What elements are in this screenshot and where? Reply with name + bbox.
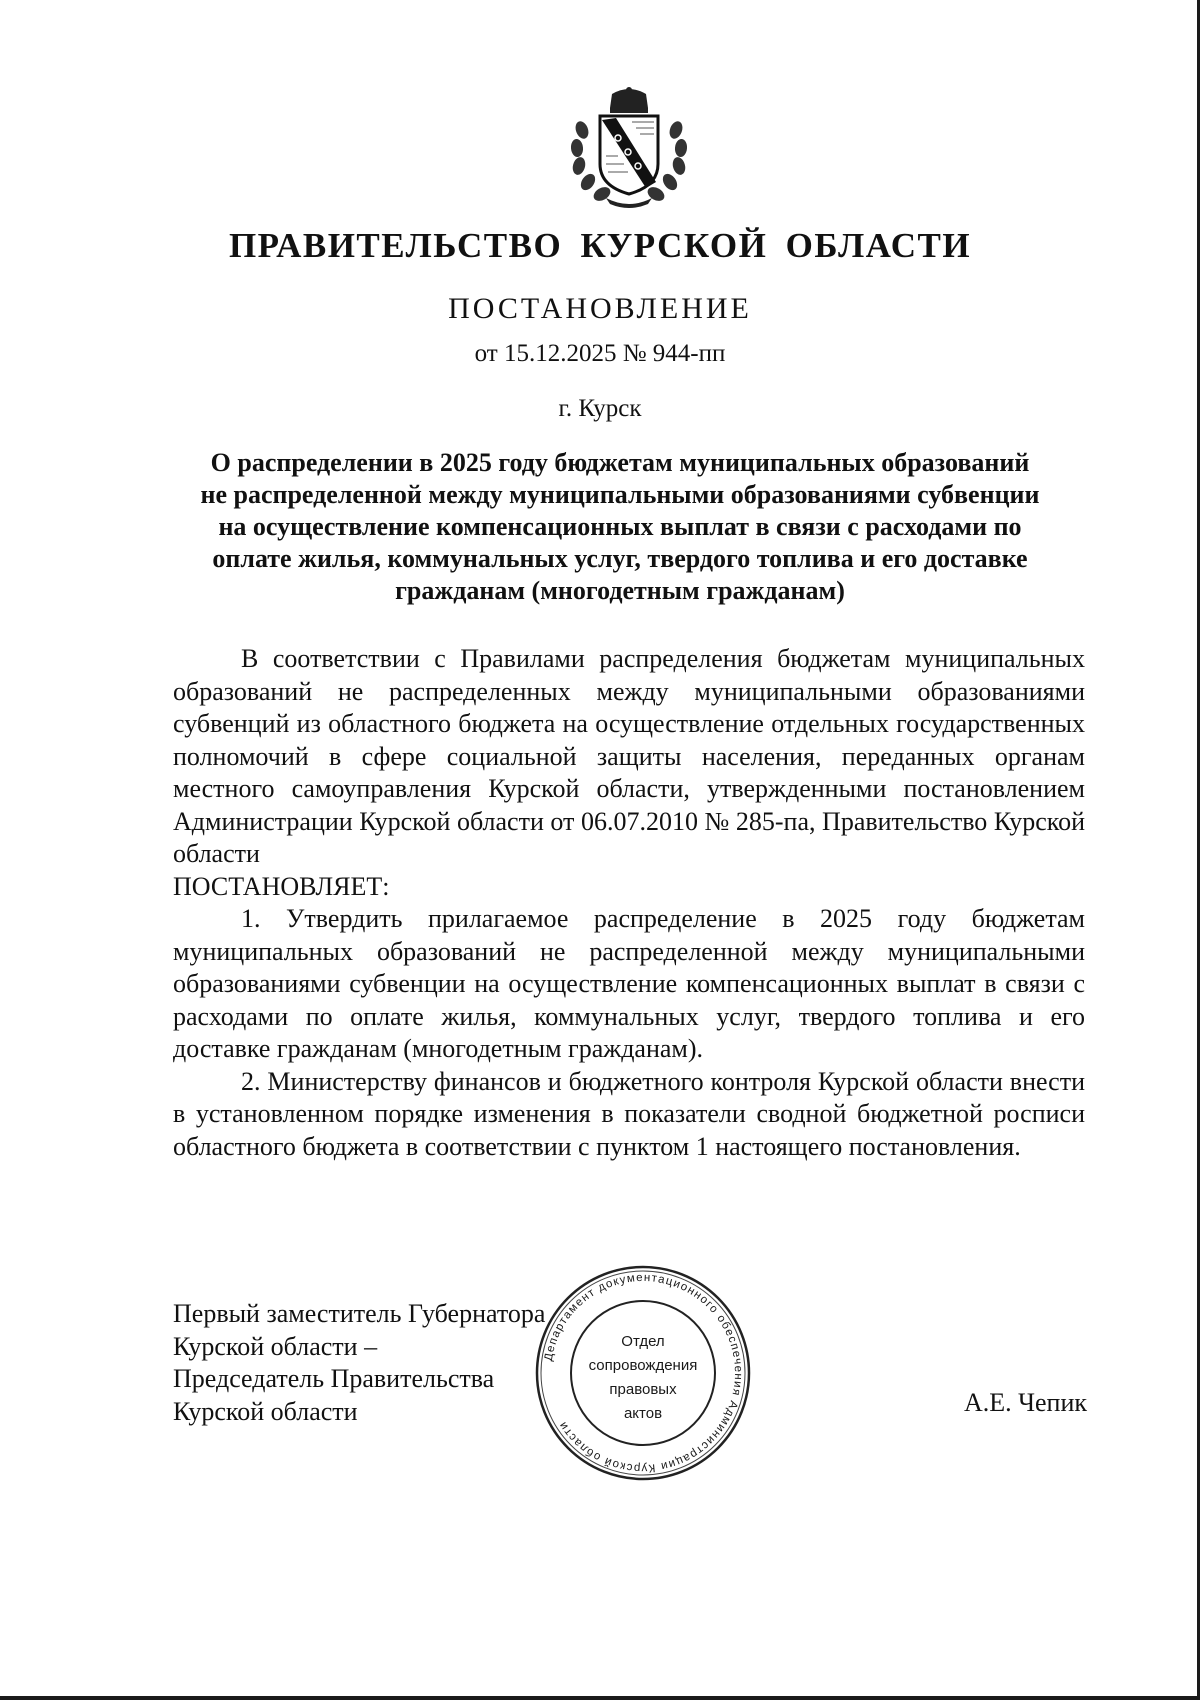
decree-word: ПОСТАНОВЛЯЕТ: — [173, 871, 390, 901]
government-name: ПРАВИТЕЛЬСТВО КУРСКОЙ ОБЛАСТИ — [228, 226, 972, 265]
official-stamp — [532, 1262, 754, 1484]
stamp-center-line: актов — [623, 1405, 663, 1422]
signatory-position-line: Курской области – — [173, 1331, 378, 1361]
item-1-paragraph: 1. Утвердить прилагаемое распределение в 2025 году бюджетам муниципальных образований не распределенной между муниципальными образованиями субвенции на осуществление компенсационных выплат в связи с расходами по оплате жилья, коммунальных услуг, твердого топлива и его доставке гражданам (многодетным гражданам). — [173, 904, 1085, 1063]
stamp-ring-text: Департамент документационного обеспечения Администрации Курской области — [542, 1271, 745, 1475]
title-line: на осуществление компенсационных выплат в связи с расходами по — [218, 512, 1022, 541]
scan-edge-bottom — [0, 1696, 1200, 1700]
signatory-position-line: Первый заместитель Губернатора — [173, 1299, 546, 1328]
item-2-paragraph: 2. Министерству финансов и бюджетного контроля Курской области внести в установленном порядке изменения в показатели сводной бюджетной росписи областного бюджета в соответствии с пунктом 1 настоящего постановления. — [173, 1066, 1085, 1161]
document-body — [173, 643, 1085, 1163]
stamp-center-line: Отдел — [621, 1333, 665, 1350]
document-title — [150, 447, 1090, 607]
stamp-center-line: правовых — [609, 1381, 677, 1398]
preamble-paragraph: В соответствии с Правилами распределения бюджетам муниципальных образований не распределенных между муниципальными образованиями субвенций из областного бюджета на осуществление отдельных государственных полномочий в сфере социальной защиты населения, переданных органам местного самоуправления Курской области, утвержденными постановлением Администрации Курской области от 06.07.2010 № 285-па, Правительство Курской области — [173, 644, 1085, 868]
title-line: не распределенной между муниципальными образованиями субвенции — [200, 480, 1040, 509]
signatory-position-line: Председатель Правительства — [173, 1364, 495, 1393]
title-line: гражданам (многодетным гражданам) — [395, 576, 845, 605]
title-line: оплате жилья, коммунальных услуг, твердого топлива и его доставке — [212, 544, 1028, 573]
signatory-position-line: Курской области — [173, 1396, 358, 1426]
signatory-position — [173, 1298, 545, 1428]
signatory-name: А.Е. Чепик — [963, 1388, 1087, 1417]
document-city: г. Курск — [558, 395, 642, 422]
title-line: О распределении в 2025 году бюджетам муниципальных образований — [210, 448, 1030, 477]
document-date-number: от 15.12.2025 № 944-пп — [474, 340, 726, 367]
coat-of-arms-emblem — [566, 86, 692, 208]
stamp-center-line: сопровождения — [588, 1357, 698, 1374]
document-kind: ПОСТАНОВЛЕНИЕ — [448, 292, 752, 325]
